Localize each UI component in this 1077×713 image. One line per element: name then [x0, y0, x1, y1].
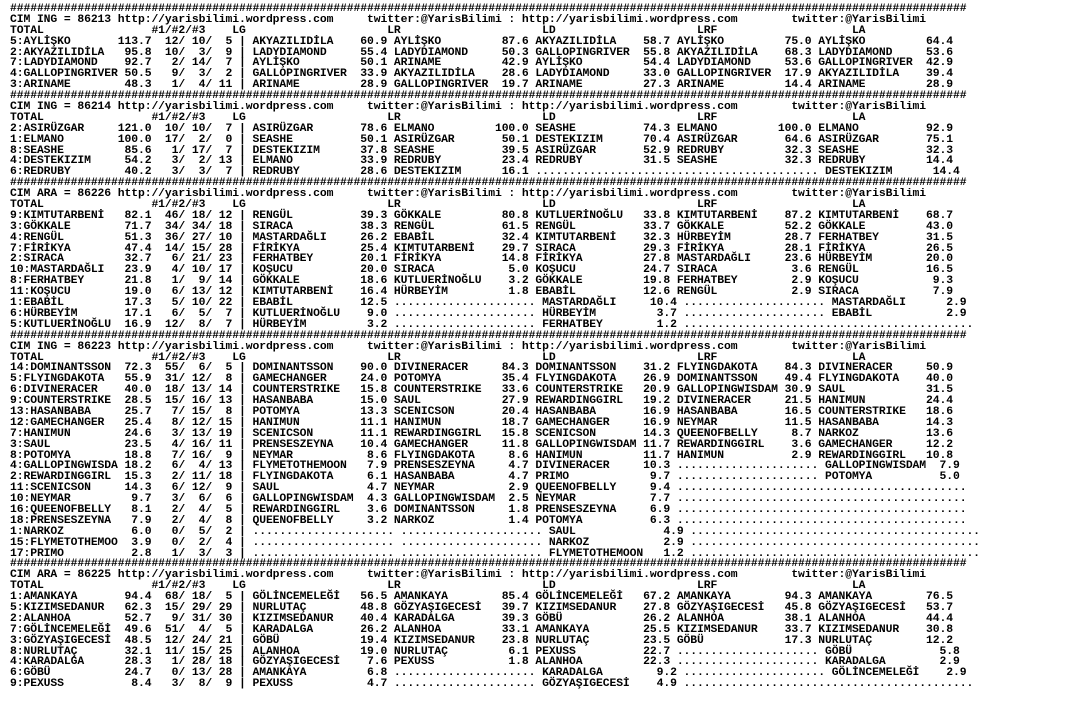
report-line: 3:SAUL 23.5 4/ 16/ 11 | PRENSESZEYNA 10.4 GAMECHANGER 11.8 GALLOPINGWISDAM 11.7 REWARDINGGIRL 3.6 GAMECHANGER 12.2	[10, 438, 953, 451]
report-line: CIM ING = 86223 http://yarisbilimi.wordpress.com twitter:@YarisBilimi : http://yarisbilimi.wordpress.com twitter:@YarisBilimi	[10, 340, 927, 353]
report-line: 11:KOŞUCU 19.0 6/ 13/ 12 | KIMTUTARBENİ 16.4 HÜRBEYİM 1.8 EBABİL 12.6 RENGÜL 2.9 SIRACA 7.9	[10, 286, 953, 299]
report-line: 17:PRIMO 2.8 1/ 3/ 3 | ..................... ..................... FLYMETOTHEMOON 1.2 ...........................................	[10, 547, 980, 560]
report-line: 5:AYLİŞKO 113.7 12/ 10/ 5 | AKYAZILIDİLA 60.9 AYLİŞKO 87.6 AKYAZILIDİLA 58.7 AYLİŞKO 75.0 AYLİŞKO 64.4	[10, 35, 953, 48]
report-line: 4:GALLOPINGWISDA 18.2 6/ 4/ 13 | FLYMETOTHEMOON 7.9 PRENSESZEYNA 4.7 DIVINERACER 10.3 ..................... GALLOPINGWISDAM 7.9	[10, 460, 960, 473]
report-line: 14:DOMINANTSSON 72.3 55/ 6/ 5 | DOMINANTSSON 90.0 DIVINERACER 84.3 DOMINANTSSON 31.2 FLYINGDAKOTA 84.3 DIVINERACER 50.9	[10, 362, 953, 375]
report-line: 7:GÖLİNCEMELEĞİ 49.6 51/ 4/ 5 | KARADALGA 26.2 ALANHOA 33.1 AMANKAYA 25.5 KIZIMSEDANUR 33.7 KIZIMSEDANUR 30.8	[10, 623, 953, 636]
report-line: 3:GÖZYAŞIGECESİ 48.5 12/ 24/ 21 | GÖBÜ 19.4 KIZIMSEDANUR 23.8 NURLUTAÇ 23.5 GÖBÜ 17.3 NURLUTAÇ 12.2	[10, 634, 953, 647]
report-line: 11:SCENICSON 14.3 6/ 12/ 9 | SAUL 4.7 NEYMAR 2.9 QUEENOFBELLY 9.4 ...........................................	[10, 482, 967, 495]
report-line: 6:HÜRBEYİM 17.1 6/ 5/ 7 | KUTLUERİNOĞLU 9.0 ..................... HÜRBEYİM 3.7 ..................... EBABİL 2.9	[10, 307, 967, 320]
report-line: 8:SEASHE 85.6 1/ 17/ 7 | DESTEKIZIM 37.8 SEASHE 39.5 ASIRÜZGAR 52.9 REDRUBY 32.3 SEASHE 32.3	[10, 144, 953, 157]
report-line: TOTAL #1/#2/#3 LG LR LD LRF LA	[10, 24, 866, 37]
report-line: 9:COUNTERSTRIKE 28.5 15/ 16/ 13 | HASANBABA 15.0 SAUL 27.9 REWARDINGGIRL 19.2 DIVINERACER 21.5 HANIMUN 24.4	[10, 395, 953, 408]
report-line: ##############################################################################################################################################	[10, 177, 967, 190]
report-line: ##############################################################################################################################################	[10, 329, 967, 342]
report-line: 2:ALANHOA 52.7 9/ 31/ 30 | KIZIMSEDANUR 40.4 KARADALGA 39.3 GÖBÜ 26.2 ALANHOA 38.1 ALANHOA 44.4	[10, 612, 953, 625]
report-line: TOTAL #1/#2/#3 LG LR LD LRF LA	[10, 199, 866, 212]
report-line: 2:SIRACA 32.7 6/ 21/ 23 | FERHATBEY 20.1 FİRİKYA 14.8 FİRİKYA 27.8 MASTARDAĞLI 23.6 HÜRBEYİM 20.0	[10, 253, 953, 266]
report-line: 7:FİRİKYA 47.4 14/ 15/ 28 | FİRİKYA 25.4 KIMTUTARBENİ 29.7 SIRACA 29.3 FİRİKYA 28.1 FİRİKYA 26.5	[10, 242, 953, 255]
race-report	[10, 4, 980, 690]
report-line: 1:AMANKAYA 94.4 68/ 18/ 5 | GÖLİNCEMELEĞİ 56.5 AMANKAYA 85.4 GÖLİNCEMELEĞİ 67.2 AMANKAYA 94.3 AMANKAYA 76.5	[10, 591, 953, 604]
report-line: 1:NARKOZ 6.0 0/ 5/ 2 | ..................... ..................... SAUL 4.9 ...........................................	[10, 525, 980, 538]
report-line: 4:RENGÜL 51.3 36/ 27/ 10 | MASTARDAĞLI 26.2 EBABİL 32.4 KIMTUTARBENİ 32.3 HÜRBEYİM 28.7 FERHATBEY 31.5	[10, 231, 953, 244]
report-line: 8:NURLUTAÇ 32.1 11/ 15/ 25 | ALANHOA 19.0 NURLUTAÇ 6.1 PEXUSS 22.7 ..................... GÖBÜ 5.8	[10, 645, 960, 658]
report-line: 12:GAMECHANGER 25.4 8/ 12/ 15 | HANIMUN 11.1 HANIMUN 18.7 GAMECHANGER 16.9 NEYMAR 11.5 HASANBABA 14.3	[10, 416, 953, 429]
report-line: 4:GALLOPINGRIVER 50.5 9/ 3/ 2 | GALLOPINGRIVER 33.9 AKYAZILIDİLA 28.6 LADYDIAMOND 33.0 GALLOPINGRIVER 17.9 AKYAZILIDİLA 39.4	[10, 68, 953, 81]
report-line: 8:FERHATBEY 21.8 1/ 9/ 14 | GÖKKALE 18.6 KUTLUERİNOĞLU 3.2 GÖKKALE 19.8 FERHATBEY 2.9 KOŞUCU 9.3	[10, 275, 953, 288]
report-line: 1:EBABİL 17.3 5/ 10/ 22 | EBABİL 12.5 ..................... MASTARDAĞLI 10.4 ..................... MASTARDAĞLI 2.9	[10, 297, 967, 310]
report-line: 15:FLYMETOTHEMOO 3.9 0/ 2/ 4 | ..................... ..................... NARKOZ 2.9 ...........................................	[10, 536, 980, 549]
report-line: 8:POTOMYA 18.8 7/ 16/ 9 | NEYMAR 8.6 FLYINGDAKOTA 8.6 HANIMUN 11.7 HANIMUN 2.9 REWARDINGGIRL 10.8	[10, 449, 953, 462]
report-line: 6:REDRUBY 40.2 3/ 3/ 7 | REDRUBY 28.6 DESTEKIZIM 16.1 .......................................... DESTEKIZIM 14.4	[10, 166, 960, 179]
report-line: 7:HANIMUN 24.6 3/ 13/ 19 | SCENICSON 11.1 REWARDINGGIRL 15.8 SCENICSON 14.3 QUEENOFBELLY 8.7 NARKOZ 13.6	[10, 427, 953, 440]
report-line: 16:QUEENOFBELLY 8.1 2/ 4/ 5 | REWARDINGGIRL 3.6 DOMINANTSSON 1.8 PRENSESZEYNA 6.9 ...........................................	[10, 503, 967, 516]
report-line: 2:AKYAZILIDİLA 95.8 10/ 3/ 9 | LADYDIAMOND 55.4 LADYDIAMOND 50.3 GALLOPINGRIVER 55.8 AKYAZILIDİLA 68.3 LADYDIAMOND 53.6	[10, 46, 953, 59]
report-line: 7:LADYDIAMOND 92.7 2/ 14/ 7 | AYLİŞKO 50.1 ARINAME 42.9 AYLİŞKO 54.4 LADYDIAMOND 53.6 GALLOPINGRIVER 42.9	[10, 57, 953, 70]
report-line: CIM ING = 86213 http://yarisbilimi.wordpress.com twitter:@YarisBilimi : http://yarisbilimi.wordpress.com twitter:@YarisBilimi	[10, 13, 927, 26]
report-line: ##############################################################################################################################################	[10, 90, 967, 103]
report-line: 4:KARADALGA 28.3 1/ 28/ 18 | GÖZYAŞIGECESİ 7.6 PEXUSS 1.8 ALANHOA 22.3 ..................... KARADALGA 2.9	[10, 656, 960, 669]
report-line: CIM ARA = 86225 http://yarisbilimi.wordpress.com twitter:@YarisBilimi : http://yarisbilimi.wordpress.com twitter:@YarisBilimi	[10, 569, 927, 582]
report-line: 4:DESTEKIZIM 54.2 3/ 2/ 13 | ELMANO 33.9 REDRUBY 23.4 REDRUBY 31.5 SEASHE 32.3 REDRUBY 14.4	[10, 155, 953, 168]
report-line: 6:GÖBÜ 24.7 0/ 13/ 28 | AMANKAYA 6.8 ..................... KARADALGA 9.2 ..................... GÖLİNCEMELEĞİ 2.9	[10, 667, 967, 680]
report-line: 3:GÖKKALE 71.7 34/ 34/ 18 | SIRACA 38.3 RENGÜL 61.5 RENGÜL 33.7 GÖKKALE 52.2 GÖKKALE 43.0	[10, 220, 953, 233]
report-line: CIM ARA = 86226 http://yarisbilimi.wordpress.com twitter:@YarisBilimi : http://yarisbilimi.wordpress.com twitter:@YarisBilimi	[10, 188, 927, 201]
report-line: 3:ARINAME 48.3 1/ 4/ 11 | ARINAME 28.9 GALLOPINGRIVER 19.7 ARINAME 27.3 ARINAME 14.4 ARINAME 28.9	[10, 79, 953, 92]
report-line: ##############################################################################################################################################	[10, 558, 967, 571]
report-line: 13:HASANBABA 25.7 7/ 15/ 8 | POTOMYA 13.3 SCENICSON 20.4 HASANBABA 16.9 HASANBABA 16.5 COUNTERSTRIKE 18.6	[10, 405, 953, 418]
report-line: CIM ING = 86214 http://yarisbilimi.wordpress.com twitter:@YarisBilimi : http://yarisbilimi.wordpress.com twitter:@YarisBilimi	[10, 101, 927, 114]
report-line: 2:ASIRÜZGAR 121.0 10/ 10/ 7 | ASIRÜZGAR 78.6 ELMANO 100.0 SEASHE 74.3 ELMANO 100.0 ELMANO 92.9	[10, 122, 953, 135]
report-line: 5:FLYINGDAKOTA 55.9 31/ 12/ 8 | GAMECHANGER 24.0 POTOMYA 35.4 FLYINGDAKOTA 26.9 DOMINANTSSON 49.4 FLYINGDAKOTA 40.0	[10, 373, 953, 386]
report-line: ##############################################################################################################################################	[10, 3, 967, 15]
report-line: 5:KIZIMSEDANUR 62.3 15/ 29/ 29 | NURLUTAÇ 48.8 GÖZYAŞIGECESİ 39.7 KIZIMSEDANUR 27.8 GÖZYAŞIGECESİ 45.8 GÖZYAŞIGECESİ 53.7	[10, 601, 953, 614]
report-line: 6:DIVINERACER 40.0 18/ 13/ 14 | COUNTERSTRIKE 15.8 COUNTERSTRIKE 33.6 COUNTERSTRIKE 20.9 GALLOPINGWISDAM 30.9 SAUL 31.5	[10, 384, 953, 397]
report-line: 10:MASTARDAĞLI 23.9 4/ 10/ 17 | KOŞUCU 20.0 SIRACA 5.0 KOŞUCU 24.7 SIRACA 3.6 RENGÜL 16.5	[10, 264, 953, 277]
report-line: TOTAL #1/#2/#3 LG LR LD LRF LA	[10, 580, 866, 593]
report-line: TOTAL #1/#2/#3 LG LR LD LRF LA	[10, 111, 866, 124]
report-line: 5:KUTLUERİNOĞLU 16.9 12/ 8/ 7 | HÜRBEYİM 3.2 ..................... FERHATBEY 1.2 ...........................................	[10, 318, 974, 331]
report-line: 2:REWARDINGGIRL 15.3 2/ 11/ 18 | FLYINGDAKOTA 6.1 HASANBABA 4.7 PRIMO 9.7 ..................... POTOMYA 5.0	[10, 471, 960, 484]
report-line: 10:NEYMAR 9.7 3/ 6/ 6 | GALLOPINGWISDAM 4.3 GALLOPINGWISDAM 2.5 NEYMAR 7.7 ...........................................	[10, 493, 967, 506]
report-line: 1:ELMANO 100.0 17/ 2/ 0 | SEASHE 50.1 ASIRÜZGAR 50.1 DESTEKIZIM 70.4 ASIRÜZGAR 64.6 ASIRÜZGAR 75.1	[10, 133, 953, 146]
report-line: TOTAL #1/#2/#3 LG LR LD LRF LA	[10, 351, 866, 364]
report-line: 9:KIMTUTARBENİ 82.1 46/ 18/ 12 | RENGÜL 39.3 GÖKKALE 80.8 KUTLUERİNOĞLU 33.8 KIMTUTARBENİ 87.2 KIMTUTARBENİ 68.7	[10, 209, 953, 222]
report-line: 9:PEXUSS 8.4 3/ 8/ 9 | PEXUSS 4.7 ..................... GÖZYAŞIGECESİ 4.9 ...........................................	[10, 678, 974, 691]
report-line: 18:PRENSESZEYNA 7.9 2/ 4/ 8 | QUEENOFBELLY 3.2 NARKOZ 1.4 POTOMYA 6.3 ...........................................	[10, 514, 967, 527]
